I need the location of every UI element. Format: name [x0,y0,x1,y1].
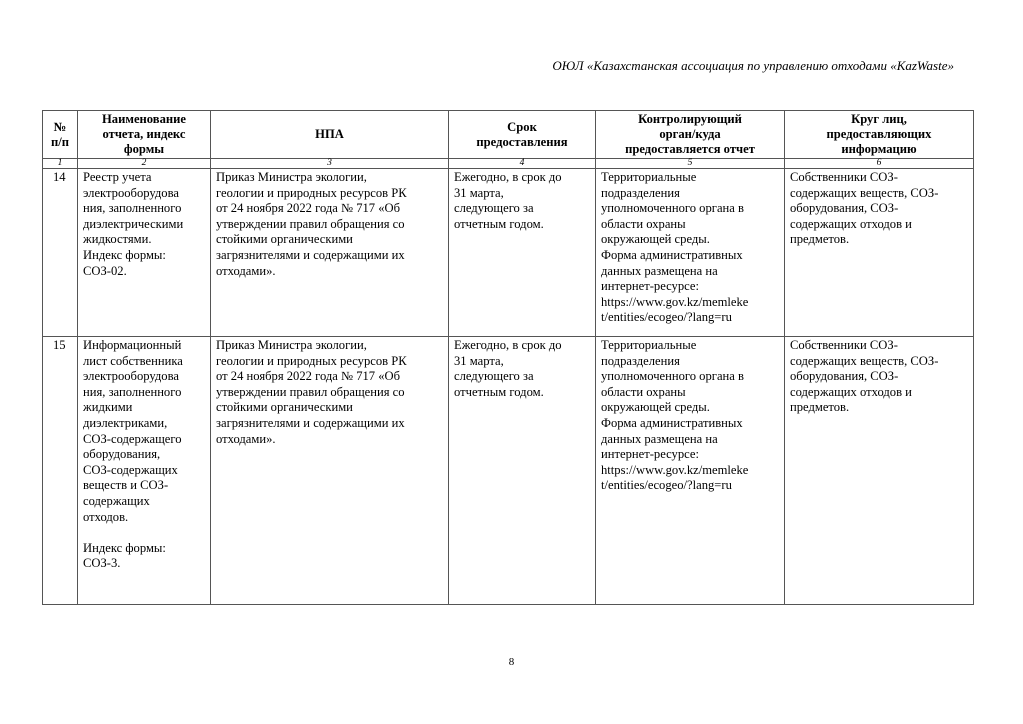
column-number: 4 [449,159,596,169]
column-number: 2 [78,159,211,169]
report-name-cell: Реестр учета электрооборудова ния, заполненного диэлектрическими жидкостями. Индекс формы: СОЗ-02. [78,169,211,337]
col-header-report-name: Наименование отчета, индекс формы [78,111,211,159]
providers-cell: Собственники СОЗ- содержащих веществ, СОЗ- оборудования, СОЗ- содержащих отходов и предметов. [785,169,974,337]
table-header-row [43,111,974,159]
reports-table [42,110,974,605]
npa-cell: Приказ Министра экологии, геологии и природных ресурсов РК от 24 ноября 2022 года № 717 «Об утверждении правил обращения со стойкими органическими загрязнителями и содержащими их отходами». [211,337,449,605]
column-number: 6 [785,159,974,169]
page-number: 8 [508,656,515,668]
providers-cell: Собственники СОЗ- содержащих веществ, СОЗ- оборудования, СОЗ- содержащих отходов и предметов. [785,337,974,605]
column-numbers-row [43,159,974,169]
col-header-npa: НПА [211,111,449,159]
authority-cell: Территориальные подразделения уполномоченного органа в области охраны окружающей среды. Форма административных данных размещена на интернет-ресурсе: https://www.gov.kz/memleke t/entities/ecogeo/?lang=ru [596,169,785,337]
deadline-cell: Ежегодно, в срок до 31 марта, следующего за отчетным годом. [449,337,596,605]
row-number: 15 [43,337,78,605]
document-header: ОЮЛ «Казахстанская ассоциация по управлению отходами «KazWaste» [552,58,954,73]
col-header-number: № п/п [43,111,78,159]
column-number: 1 [43,159,78,169]
npa-cell: Приказ Министра экологии, геологии и природных ресурсов РК от 24 ноября 2022 года № 717 «Об утверждении правил обращения со стойкими органическими загрязнителями и содержащими их отходами». [211,169,449,337]
report-name-cell: Информационный лист собственника электрооборудова ния, заполненного жидкими диэлектриками, СОЗ-содержащего оборудования, СОЗ-содержащих веществ и СОЗ- содержащих отходов. Индекс формы: СОЗ-3. [78,337,211,605]
col-header-authority: Контролирующий орган/куда предоставляется отчет [596,111,785,159]
row-number: 14 [43,169,78,337]
table-row [43,337,974,605]
column-number: 3 [211,159,449,169]
table-row [43,169,974,337]
col-header-deadline: Срок предоставления [449,111,596,159]
deadline-cell: Ежегодно, в срок до 31 марта, следующего за отчетным годом. [449,169,596,337]
col-header-providers: Круг лиц, предоставляющих информацию [785,111,974,159]
column-number: 5 [596,159,785,169]
authority-cell: Территориальные подразделения уполномоченного органа в области охраны окружающей среды. Форма административных данных размещена на интернет-ресурсе: https://www.gov.kz/memleke t/entities/ecogeo/?lang=ru [596,337,785,605]
